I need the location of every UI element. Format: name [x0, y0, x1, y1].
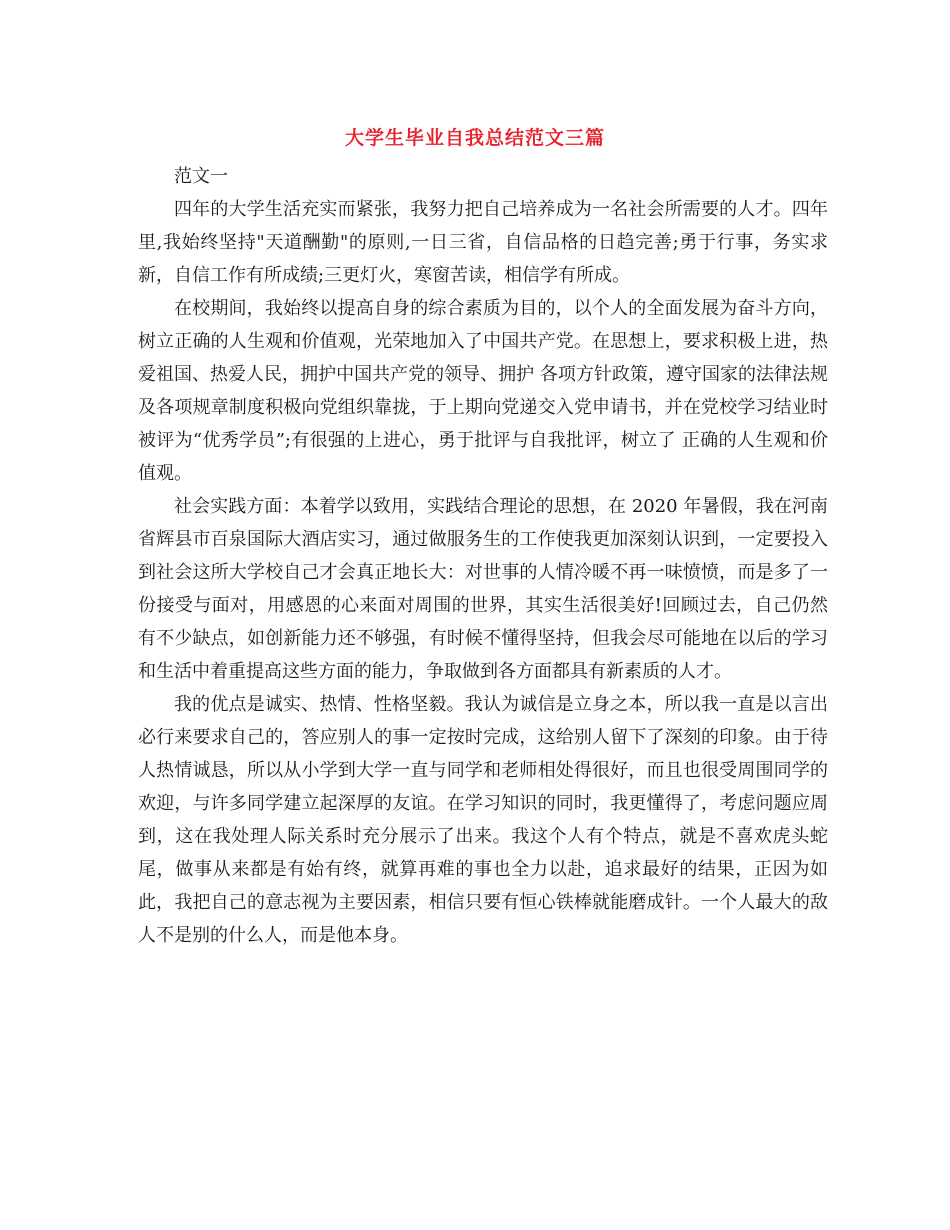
- document-title: 大学生毕业自我总结范文三篇: [344, 127, 605, 149]
- paragraph-3: 社会实践方面：本着学以致用，实践结合理论的思想，在 2020 年暑假，我在河南省辉县市百泉国际大酒店实习，通过做服务生的工作使我更加深刻认识到，一定要投入到社会这所大学校自己才会真正地长大：对世事的人情冷暖不再一味愤愤，而是多了一份接受与面对，用感恩的心来面对周围的世界，其实生活很美好!回顾过去，自己仍然有不少缺点，如创新能力还不够强，有时候不懂得坚持，但我会尽可能地在以后的学习和生活中着重提高这些方面的能力，争取做到各方面都具有新素质的人才。: [138, 496, 828, 682]
- paragraph-2: 在校期间，我始终以提高自身的综合素质为目的，以个人的全面发展为奋斗方向，树立正确的人生观和价值观，光荣地加入了中国共产党。在思想上，要求积极上进，热爱祖国、热爱人民，拥护中国共产党的领导、拥护 各项方针政策，遵守国家的法律法规及各项规章制度积极向党组织靠拢，于上期向党递交入党申请书，并在党校学习结业时被评为“优秀学员”;有很强的上进心，勇于批评与自我批评，树立了 正确的人生观和价值观。: [138, 298, 828, 484]
- section-heading: 范文一: [174, 166, 228, 187]
- paragraph-4: 我的优点是诚实、热情、性格坚毅。我认为诚信是立身之本，所以我一直是以言出必行来要求自己的，答应别人的事一定按时完成，这给别人留下了深刻的印象。由于待人热情诚恳，所以从小学到大学一直与同学和老师相处得很好，而且也很受周围同学的欢迎，与许多同学建立起深厚的友谊。在学习知识的同时，我更懂得了，考虑问题应周到，这在我处理人际关系时充分展示了出来。我这个人有个特点，就是不喜欢虎头蛇尾，做事从来都是有始有终，就算再难的事也全力以赴，追求最好的结果，正因为如此，我把自己的意志视为主要因素，相信只要有恒心铁棒就能磨成针。一个人最大的敌人不是别的什么人，而是他本身。: [138, 694, 828, 946]
- paragraph-1: 四年的大学生活充实而紧张，我努力把自己培养成为一名社会所需要的人才。四年里,我始终坚持"天道酬勤"的原则,一日三省，自信品格的日趋完善;勇于行事，务实求新，自信工作有所成绩;三更灯火，寒窗苦读，相信学有所成。: [138, 199, 828, 286]
- document-body: [138, 160, 828, 952]
